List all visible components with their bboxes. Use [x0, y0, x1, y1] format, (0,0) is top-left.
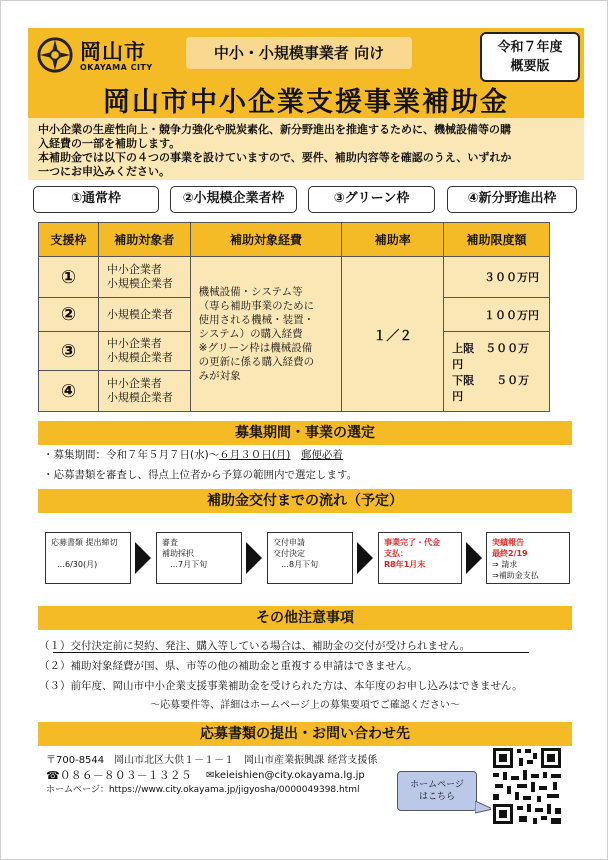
contact-phone: ☎０８６－８０３－１３２５ [46, 769, 192, 782]
limit-cell: ３００万円 [444, 257, 550, 298]
arrow-right-icon [246, 542, 262, 574]
homepage-callout [397, 771, 477, 811]
section-notes: その他注意事項 [38, 606, 572, 630]
arrow-right-icon [466, 542, 482, 574]
target-line: 中小企業者 [106, 377, 162, 390]
section-contact: 応募書類の提出・お問い合わせ先 [38, 722, 572, 746]
intro-line: 中小企業の生産性向上・競争力強化や脱炭素化、新分野進出を推進するために、機械設備等の購 [38, 123, 511, 136]
header-cell: 支援枠 [39, 223, 99, 257]
flow-step-grant-application [267, 532, 353, 584]
expense-line: 機械設備・システム等 [198, 286, 303, 298]
expense-cell [190, 257, 342, 412]
note-1: （１）交付決定前に契約、発注、購入等している場合は、補助金の交付が受けられません。 [39, 640, 471, 652]
row-id: ① [39, 257, 99, 298]
table-row [39, 257, 550, 298]
target-line: 小規模企業者 [106, 391, 173, 404]
note-underline [53, 652, 529, 653]
expense-line: 使用される機械・装置・ [198, 314, 315, 326]
flow-text [51, 548, 125, 559]
limit-lower: 下限 ５０万円 [452, 373, 530, 403]
flow-text: 最終2/19 [492, 549, 528, 558]
limit-cell: １００万円 [444, 298, 550, 332]
logo-text: 岡山市 [80, 40, 146, 64]
recruit-period [43, 448, 343, 462]
target-audience: 中小・小規模事業者 向け [186, 37, 412, 69]
row-target [98, 371, 190, 412]
target-line: 小規模企業者 [106, 351, 173, 364]
target-line: 小規模企業者 [106, 307, 173, 321]
section-recruit: 募集期間・事業の選定 [38, 421, 572, 445]
table-header-row [39, 223, 550, 257]
expense-line: （専ら補助事業のために [198, 300, 315, 312]
recruit-selection: ・応募書類を審査し、得点上位者から予算の範囲内で選定します。 [43, 469, 358, 481]
flow-text: ⇒補助金支払 [492, 571, 539, 580]
year-badge [480, 32, 580, 82]
okayama-emblem-icon [36, 36, 74, 74]
callout-line: ホームページ [410, 780, 464, 790]
year-line: 令和７年度 [497, 40, 563, 55]
flow-text: …7月下旬 [170, 560, 208, 569]
intro-line: 一つにお申込みください。 [38, 165, 170, 178]
flow-text: 応募書類 提出締切 [51, 538, 118, 547]
header [28, 28, 584, 118]
arrow-right-icon [357, 542, 373, 574]
flow-text: ⇒ 請求 [492, 560, 518, 569]
flow-text: 事業完了・代金 [384, 538, 440, 547]
limit-range-cell [444, 332, 550, 412]
flow-text: …8月下旬 [281, 560, 319, 569]
row-id: ④ [39, 371, 99, 412]
notes-footer: ～応募要件等、詳細はホームページ上の募集要項でご確認ください～ [150, 700, 460, 711]
callout-line: はこちら [418, 792, 455, 802]
flow-step-review [156, 532, 242, 584]
note-3: （３）前年度、岡山市中小企業支援事業補助金を受けられた方は、本年度のお申し込みはできません。 [39, 680, 523, 692]
flow-step-completion [378, 532, 462, 584]
contact-email[interactable]: ✉keieishien@city.okayama.lg.jp [206, 770, 365, 781]
expense-line: の更新に係る購入経費の [198, 356, 315, 368]
period-prefix: ・募集期間：令和７年５月７日(水)～ [43, 449, 220, 461]
contact-homepage [46, 784, 360, 797]
city-logo [36, 34, 176, 78]
flow-text: 交付決定 [273, 549, 305, 558]
target-line: 中小企業者 [106, 263, 162, 276]
category-new-field: ④新分野進出枠 [447, 186, 577, 213]
homepage-label: ホームページ： [46, 785, 109, 795]
expense-line: ※グリーン枠は機械設備 [198, 342, 313, 354]
qr-code-icon[interactable] [491, 746, 563, 826]
category-standard: ①通常枠 [33, 186, 159, 213]
header-cell: 補助対象者 [98, 223, 190, 257]
flow-text: …6/30(月) [57, 560, 98, 569]
header-cell: 補助限度額 [444, 223, 550, 257]
row-target [98, 298, 190, 332]
flow-text: 交付申請 [273, 538, 305, 547]
flow-text: R8年1月末 [384, 560, 426, 569]
support-table [38, 222, 550, 412]
category-green: ③グリーン枠 [308, 186, 435, 213]
flow-step-report [486, 532, 570, 584]
intro-text [28, 118, 584, 180]
category-small-business: ②小規模企業者枠 [170, 186, 297, 213]
target-line: 中小企業者 [106, 337, 162, 350]
intro-line: 入経費の一部を補助します。 [38, 137, 181, 150]
logo-subtext: OKAYAMA CITY [80, 63, 153, 72]
flow-text: 補助採択 [162, 549, 194, 558]
row-target [98, 257, 190, 298]
homepage-link[interactable]: https://www.city.okayama.jp/jigyosha/0000049398.html [108, 785, 360, 795]
flow-text: 実績報告 [492, 538, 524, 547]
arrow-right-icon [135, 542, 151, 574]
period-end: ６月３０日(月) [219, 449, 291, 461]
row-target [98, 332, 190, 371]
section-flow: 補助金交付までの流れ（予定） [38, 489, 572, 513]
page-title: 岡山市中小企業支援事業補助金 [103, 87, 509, 118]
header-cell: 補助対象経費 [190, 223, 342, 257]
flow-text: 支払： [384, 549, 408, 558]
row-id: ③ [39, 332, 99, 371]
note-2: （２）補助対象経費が国、県、市等の他の補助金と重複する申請はできません。 [39, 660, 418, 672]
edition-line: 概要版 [510, 59, 550, 74]
intro-line: 本補助金では以下の４つの事業を設けていますので、要件、補助内容等を確認のうえ、いずれか [38, 151, 512, 164]
period-suffix: 郵便必着 [300, 449, 343, 461]
rate-cell: １／２ [342, 257, 444, 412]
flow-text: 審査 [162, 538, 178, 547]
row-id: ② [39, 298, 99, 332]
header-cell: 補助率 [342, 223, 444, 257]
contact-address: 〒700-8544 岡山市北区大供１－１－１ 岡山市産業振興課 経営支援係 [46, 755, 378, 766]
flow-step-deadline [45, 532, 131, 584]
target-line: 小規模企業者 [106, 277, 173, 290]
expense-line: システム）の購入経費 [198, 328, 303, 340]
expense-line: みが対象 [198, 370, 241, 382]
limit-upper: 上限 ５００万円 [452, 341, 530, 371]
